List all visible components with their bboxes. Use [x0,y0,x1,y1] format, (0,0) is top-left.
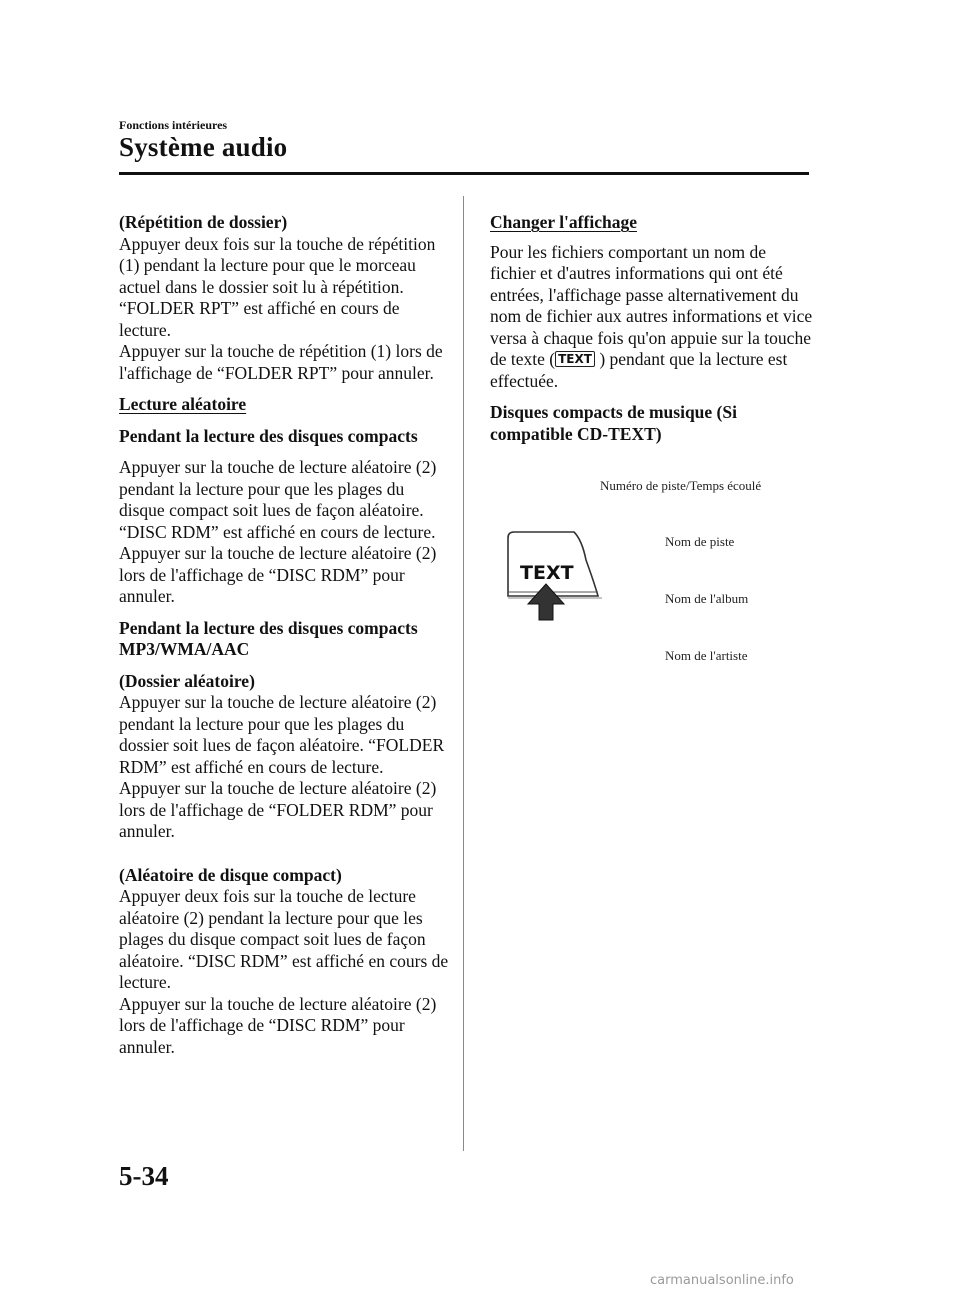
display-heading: Changer l'affichage [490,212,637,232]
folder-repeat-cancel: Appuyer sur la touche de répétition (1) lors de l'affichage de “FOLDER RPT” pour annuler. [119,341,443,383]
folder-repeat-body: Appuyer deux fois sur la touche de répétition (1) pendant la lecture pour que le morceau actuel dans le dossier soit lu à répétition. “FOLDER RPT” est affiché en cours de lecture. [119,233,436,340]
diagram-button-label: TEXT [520,562,574,584]
display-body-after: ) pendant que la lecture est effectuée. [490,349,788,391]
disc-random-heading: (Aléatoire de disque compact) [119,864,342,885]
random-cd-cancel: Appuyer sur la touche de lecture aléatoire (2) lors de l'affichage de “DISC RDM” pour annuler. [119,543,437,606]
text-button-chip: TEXT [555,351,595,367]
watermark: carmanualsonline.info [650,1273,794,1288]
label-track-time: Numéro de piste/Temps écoulé [600,478,762,493]
folder-random-cancel: Appuyer sur la touche de lecture aléatoire (2) lors de l'affichage de “FOLDER RDM” pour annuler. [119,778,437,841]
disc-random-body: Appuyer deux fois sur la touche de lecture aléatoire (2) pendant la lecture pour que les plages du disque compact soit lues de façon aléatoire. “DISC RDM” est affiché en cours de lecture. [119,886,449,992]
random-mp3-heading: Pendant la lecture des disques compacts MP3/WMA/AAC [119,617,418,659]
section-label: Fonctions intérieures [119,118,228,132]
page-number: 5-34 [119,1161,169,1191]
folder-repeat-heading: (Répétition de dossier) [119,212,288,232]
random-heading: Lecture aléatoire [119,394,247,414]
random-cd-heading: Pendant la lecture des disques compacts [119,425,418,446]
label-track-name: Nom de piste [665,534,735,549]
display-body-before: Pour les fichiers comportant un nom de fichier et d'autres informations qui ont été entrées, l'affichage passe alternativement du nom de fichier aux autres informations et vice versa à chaque fois qu'on appuie sur la touche de texte ( [490,241,813,369]
cd-text-heading: Disques compacts de musique (Si compatible CD-TEXT) [490,402,737,444]
header-rule [119,172,809,175]
label-artist-name: Nom de l'artiste [665,648,748,663]
right-column [490,212,815,445]
random-cd-body: Appuyer sur la touche de lecture aléatoire (2) pendant la lecture pour que les plages du disque compact soit lues de façon aléatoire. “DISC RDM” est affiché en cours de lecture. [119,457,437,542]
page-title: Système audio [119,132,288,162]
label-album-name: Nom de l'album [665,591,749,606]
disc-random-cancel: Appuyer sur la touche de lecture aléatoire (2) lors de l'affichage de “DISC RDM” pour annuler. [119,993,437,1057]
folder-random-body: Appuyer sur la touche de lecture aléatoire (2) pendant la lecture pour que les plages du dossier soit lues de façon aléatoire. “FOLDER RDM” est affiché en cours de lecture. [119,692,445,777]
text-button-illustration [490,470,820,680]
column-divider [463,196,464,1151]
press-arrow-icon [528,584,564,620]
display-body [490,242,815,393]
left-column [119,212,449,1058]
folder-random-heading: (Dossier aléatoire) [119,670,255,691]
text-display-diagram [490,470,820,680]
